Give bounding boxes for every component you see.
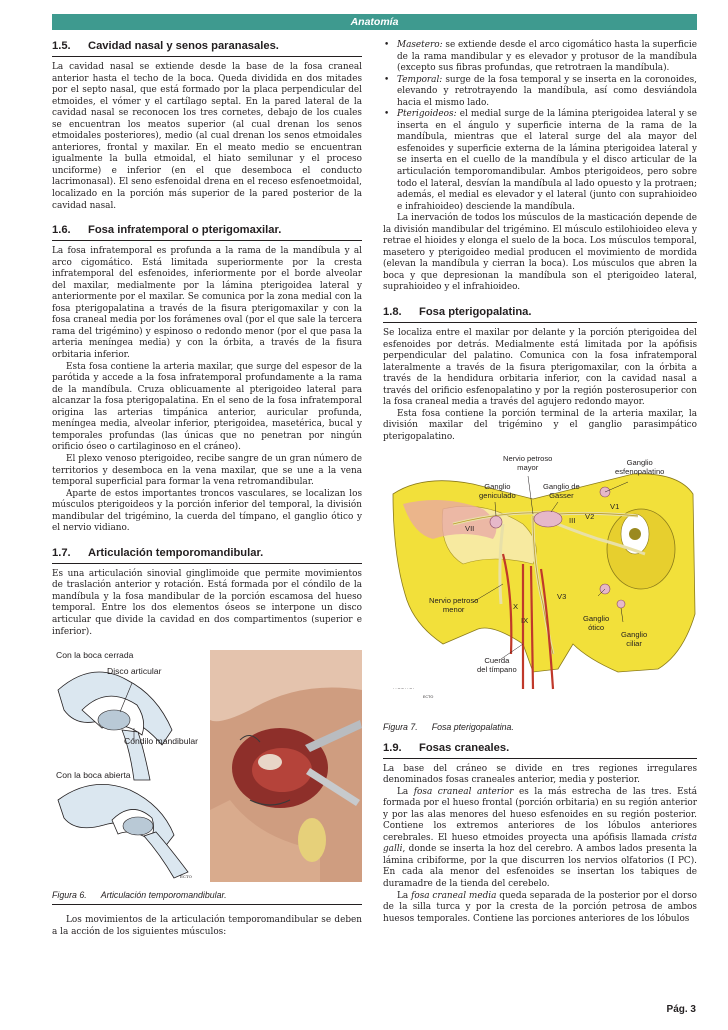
paragraph: El plexo venoso pterigoideo, recibe sangre de un gran número de territorios y desemboca en la vena maxilar, que se une a la vena temporal superficial para formar la vena retromandibular.: [52, 453, 362, 488]
page-number: Pág. 3: [666, 1004, 696, 1015]
label-articular-disc: Disco articular: [107, 666, 162, 677]
pterygopalatine-illustration: [383, 454, 697, 716]
figure-6: [52, 650, 362, 882]
paragraph: Se localiza entre el maxilar por delante y la porción pterigoidea del esfenoides por detrás. Medialmente está limitada por la apófisis perpendicular del palatino. Comunica con la fosa infratemporal lateralmente a través de la fisura pterigomaxilar, con la órbita a través de la hendidura orbitaria inferior, con la cavidad nasal a través del orificio esfenopalatino y por la región posterosuperior con la fosa craneal media a través del agujero redondo mayor.: [383, 328, 697, 408]
label-ganglio-geniculado: Ganglio geniculado: [479, 481, 516, 500]
tmj-surgical-photo: [210, 650, 362, 882]
label-mandibular-condyle: Cóndilo mandibular: [124, 736, 199, 747]
label-ganglio-esfenopalatino: Ganglio esfenopalatino: [615, 457, 665, 476]
tmj-drawing: [52, 650, 202, 882]
label-x: X: [513, 601, 519, 611]
list-item: • Masetero: se extiende desde el arco cigomático hasta la superficie de la rama mandibular y es elevador y protusor de la mandíbula (excepto sus fibras profundas, que retrotraen la mandíbula).: [383, 40, 697, 75]
section-title-1-6: 1.6. Fosa infratemporal o pterigomaxilar.: [52, 224, 362, 241]
label-vii: VII: [465, 523, 475, 533]
ciliary-ganglion: [617, 600, 625, 608]
running-header: Anatomía: [52, 14, 697, 30]
right-column: [383, 40, 697, 925]
svg-text:ECTO: ECTO: [423, 693, 434, 699]
geniculate-ganglion: [490, 516, 502, 528]
section-title-1-5: 1.5. Cavidad nasal y senos paranasales.: [52, 40, 362, 57]
paragraph: Esta fosa contiene la porción terminal de la arteria maxilar, la división maxilar del trigémino y el ganglio parasimpático pterigopalatino.: [383, 408, 697, 442]
muscle-list: [383, 40, 697, 213]
section-title-1-7: 1.7. Articulación temporomandibular.: [52, 547, 362, 564]
surgical-photo-drawing: [210, 650, 362, 882]
paragraph: La fosa infratemporal es profunda a la rama de la mandíbula y al arco cigomático. Está limitada superiormente por la cresta infratemporal del esfenoides, inferiormente por el borde alveolar del maxilar, medialmente por la lámina pterigoidea lateral y anteriormente por el maxilar. Se comunica por la zona medial con la fosa pterigopalatina a través de la fisura pterigomaxilar y con la fosa craneal media por los forámenes oval (por el que sale la tercera rama del trigémino) y espinoso o redondo menor (por el que pasa la arteria meníngea media) y con la órbita, a través de la fisura orbitaria inferior.: [52, 246, 362, 361]
label-closed-mouth: Con la boca cerrada: [56, 650, 134, 661]
tmj-schematic: [52, 650, 202, 882]
paragraph: La fosa craneal media queda separada de la posterior por el dorso de la silla turca y por la cresta de la porción petrosa de ambos huesos temporales. Contiene las porciones anteriores de los lóbulos: [383, 890, 697, 924]
label-v2: V2: [585, 511, 595, 521]
gasserian-ganglion: [534, 511, 562, 527]
paragraph: Aparte de estos importantes troncos vasculares, se localizan los músculos pterigoideos y la porción inferior del temporal, la división mandibular del trigémino, la cuerda del tímpano, el ganglio ótico y el nervio vidiano.: [52, 488, 362, 534]
svg-text:ECTO: ECTO: [180, 874, 192, 880]
figure-7-caption: Figura 7. Fosa pterigopalatina.: [383, 721, 514, 732]
label-nervio-petroso-menor: Nervio petroso menor: [429, 595, 479, 614]
paragraph: Los movimientos de la articulación temporomandibular se deben a la acción de los siguientes músculos:: [52, 915, 362, 937]
paragraph: La inervación de todos los músculos de la masticación depende de la división mandibular del trigémino. El músculo estilohioideo eleva y retrae el hioides y elonga el suelo de la boca. Los músculos temporal, masetero y pterigoideo medial producen el movimiento de mordida (elevan la mandíbula y cierran la boca). Los músculos que abren la boca y que depresionan la mandíbula son el pterigoideo lateral, suprahioideo y el infrahioideo.: [383, 213, 697, 293]
label-cuerda-timpano: Cuerda del tímpano: [477, 655, 517, 674]
figure-6-caption: Figura 6. Articulación temporomandibular.: [52, 890, 362, 905]
section-title-1-8: 1.8. Fosa pterigopalatina.: [383, 306, 697, 323]
label-ganglio-otico: Ganglio ótico: [583, 613, 610, 632]
svg-text:· · ─ ─ · · ─ ·: · · ─ ─ · · ─ ·: [393, 685, 415, 691]
label-ix: IX: [521, 615, 529, 625]
paragraph: La cavidad nasal se extiende desde la base de la fosa craneal anterior hasta el techo de la boca. Queda dividida en dos mitades por el septo nasal, que está formado por la placa perpendicular del etmoides, el vómer y el cartílago septal. En la pared lateral de la cavidad nasal se reconocen los tres cornetes, debajo de los cuales se encuentran los meatos superior (al cual drenan los senos etmoidales posteriores), medio (al cual drenan los senos etmoidales anteriores, frontal y maxilar. En el meato medio se encuentran igualmente la bulla etmoidal, el hiato semilunar y el proceso unciforme) e inferior (en el que desemboca el conducto lacrimonasal). El seno esfenoidal drena en el receso esfenoetmoidal, localizado en la porción más superior de la pared posterior de la cavidad nasal.: [52, 62, 362, 211]
list-item: • Temporal: surge de la fosa temporal y se inserta en la coronoides, elevando y retrotrayendo la mandíbula, así como desviándola hacia el mismo lado.: [383, 75, 697, 110]
paragraph: Es una articulación sinovial ginglimoide que permite movimientos de traslación anterior y rotación. Está formada por el cóndilo de la mandíbula y la fosa mandibular de la porción escamosa del hueso temporal. Entre los dos elementos óseos se interpone un disco articular que divide la cavidad en dos compartimentos (superior e inferior).: [52, 568, 362, 637]
label-iii: III: [569, 515, 576, 525]
label-ganglio-ciliar: Ganglio ciliar: [621, 629, 648, 648]
section-title-1-9: 1.9. Fosas craneales.: [383, 742, 697, 759]
label-v3: V3: [557, 591, 567, 601]
left-column: [52, 40, 362, 938]
paragraph: La fosa craneal anterior es la más estrecha de las tres. Está formada por el hueso frontal (porción orbitaria) en su región anterior y por las alas menores del hueso esfenoides en su región posterior. Contiene los extremos anteriores de los lóbulos anteriores cerebrales. El hueso etmoides proyecta una apófisis llamada crista galli, donde se inserta la hoz del cerebro. A ambos lados presenta la lámina cribiforme, por la que discurren los nervios olfatorios (I PC). En cada ala menor del esfenoides se insertan los tabiques de duramadre de la tienda del cerebelo.: [383, 786, 697, 889]
paragraph: Esta fosa contiene la arteria maxilar, que surge del espesor de la parótida y accede a la fosa infratemporal profundamente a la rama de la mandíbula. Cruza oblicuamente al pterigoideo lateral para alcanzar la fosa pterigopalatina. En el seno de la fosa infratemporal origina las arterias timpánica anterior, auricular profunda, meníngea media, alveolar inferior, pterigoidea, masetérica, bucal y temporales profundas (las únicas que no penetran por ningún orificio óseo o cartilaginoso en el cráneo).: [52, 361, 362, 453]
list-item: • Pterigoideos: el medial surge de la lámina pterigoidea lateral y se inserta en el ángulo y superficie interna de la rama de la mandíbula, mientras que el lateral surge del ala mayor del esfenoides y superficie externa de la lámina pterigoidea lateral y se inserta en el cuello de la mandíbula y el disco articular de la articulación temporomandibular. Ambos pterigoideos, pero sobre todo el lateral, desvían la mandíbula al lado opuesto y la protraen; además, el medial es elevador y el lateral (junto con suprahioideo e infrahioideo) desciende la mandíbula.: [383, 109, 697, 213]
label-nervio-petroso-mayor: Nervio petroso mayor: [503, 453, 553, 472]
figure-7: [383, 454, 697, 716]
label-v1: V1: [610, 501, 620, 511]
label-ganglio-gasser: Ganglio de Gasser: [543, 481, 580, 500]
paragraph: La base del cráneo se divide en tres regiones irregulares denominados fosas craneales anterior, media y posterior.: [383, 763, 697, 786]
label-open-mouth: Con la boca abierta: [56, 770, 131, 781]
